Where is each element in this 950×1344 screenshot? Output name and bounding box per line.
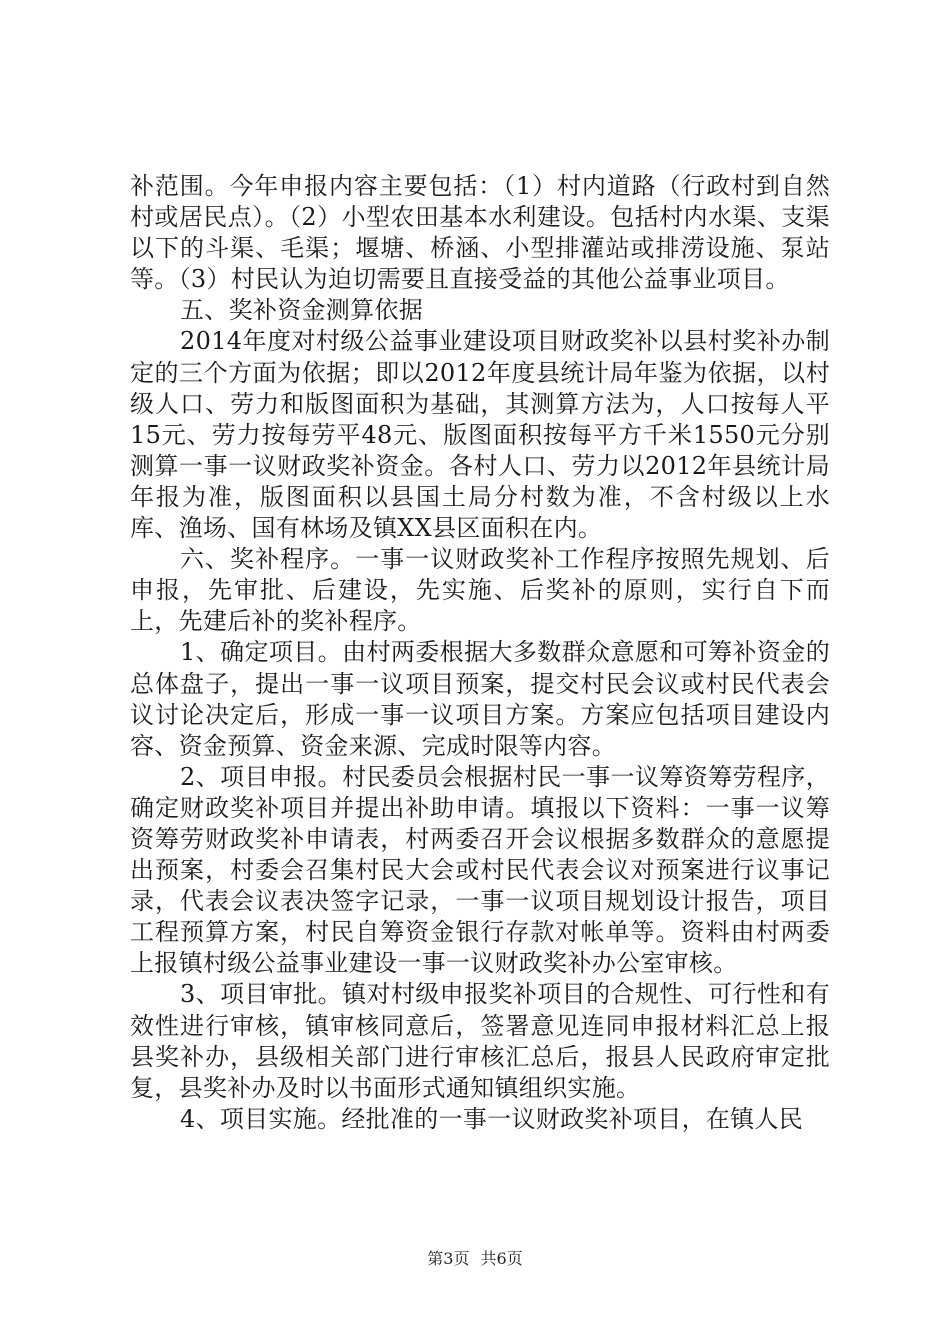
paragraph-calculation-basis: 2014年度对村级公益事业建设项目财政奖补以县村奖补办制定的三个方面为依据；即以2012年度县统计局年鉴为依据，以村级人口、劳力和版图面积为基础，其测算方法为，人口按每人平15元、劳力按每劳平48元、版图面积按每平方千米1550元分别测算一事一议财政奖补资金。各村人口、劳力以2012年县统计局年报为准，版图面积以县国土局分村数为准，不含村级以上水库、渔场、国有林场及镇XX县区面积在内。 (130, 327, 830, 543)
paragraph-step-1: 1、确定项目。由村两委根据大多数群众意愿和可筹补资金的总体盘子，提出一事一议项目预案，提交村民会议或村民代表会议讨论决定后，形成一事一议项目方案。方案应包括项目建设内容、资金预算、资金来源、完成时限等内容。 (130, 638, 830, 760)
paragraph-step-3: 3、项目审批。镇对村级申报奖补项目的合规性、可行性和有效性进行审核，镇审核同意后，签署意见连同申报材料汇总上报县奖补办，县级相关部门进行审核汇总后，报县人民政府审定批复，县奖补办及时以书面形式通知镇组织实施。 (130, 980, 830, 1102)
paragraph-section-6: 六、奖补程序。一事一议财政奖补工作程序按照先规划、后申报，先审批、后建设，先实施、后奖补的原则，实行自下而上，先建后补的奖补程序。 (130, 545, 830, 636)
paragraph-scope: 补范围。今年申报内容主要包括：（1）村内道路（行政村到自然村或居民点）。（2）小型农田基本水利建设。包括村内水渠、支渠以下的斗渠、毛渠；堰塘、桥涵、小型排灌站或排涝设施、泵站等。（3）村民认为迫切需要且直接受益的其他公益事业项目。 (130, 172, 830, 294)
heading-section-5: 五、奖补资金测算依据 (180, 296, 423, 325)
document-body (130, 171, 830, 1135)
page-number: 第3页 (427, 1249, 470, 1268)
page-footer (0, 1246, 950, 1269)
paragraph-step-4: 4、项目实施。经批准的一事一议财政奖补项目，在镇人民 (180, 1104, 804, 1133)
page-total: 共6页 (480, 1249, 523, 1268)
paragraph-step-2: 2、项目申报。村民委员会根据村民一事一议筹资筹劳程序，确定财政奖补项目并提出补助申请。填报以下资料：一事一议筹资筹劳财政奖补申请表，村两委召开会议根据多数群众的意愿提出预案，村委会召集村民大会或村民代表会议对预案进行议事记录，代表会议表决签字记录，一事一议项目规划设计报告，项目工程预算方案，村民自筹资金银行存款对帐单等。资料由村两委上报镇村级公益事业建设一事一议财政奖补办公室审核。 (130, 762, 830, 978)
